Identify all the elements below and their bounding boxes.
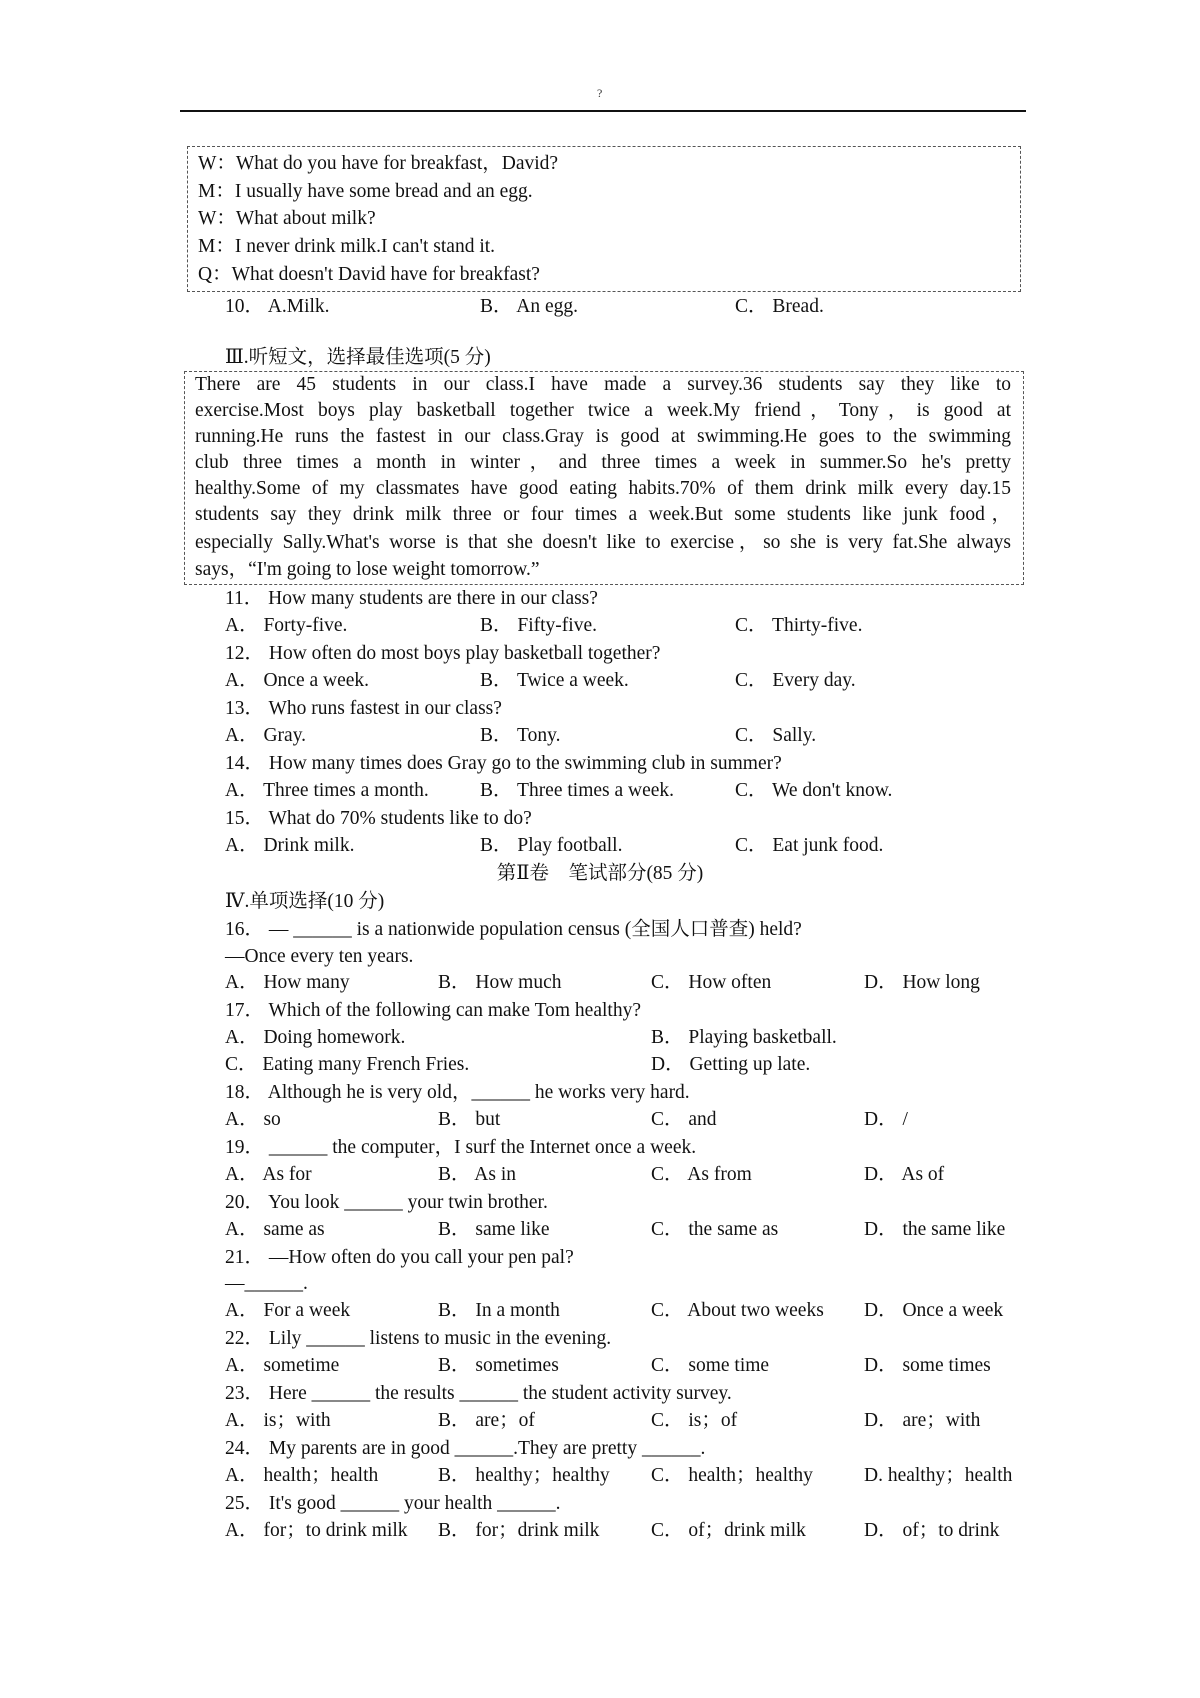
dialogue-line: M：I never drink milk.I can't stand it. [198, 236, 496, 257]
option: B． In a month [438, 1300, 560, 1321]
passage-line: healthy.Some of my classmates have good eating habits.70% of them drink milk every day.15 [195, 478, 1011, 499]
q10-option-a: 10． A.Milk. [225, 296, 330, 317]
option: A． Forty-five. [225, 615, 348, 636]
question-14: 14． How many times does Gray go to the swimming club in summer? [225, 753, 782, 774]
dialogue-line: W：What do you have for breakfast，David? [198, 153, 559, 174]
option: B． are；of [438, 1410, 535, 1431]
passage-line: running.He runs the fastest in our class.Gray is good at swimming.He goes to the swimming [195, 426, 1011, 447]
answer-line: —Once every ten years. [225, 946, 414, 967]
question-12: 12． How often do most boys play basketball together? [225, 643, 661, 664]
question-15: 15． What do 70% students like to do? [225, 808, 532, 829]
option: C． health；healthy [651, 1465, 813, 1486]
option: A． Once a week. [225, 670, 370, 691]
option: B． same like [438, 1219, 550, 1240]
dialogue-line: M：I usually have some bread and an egg. [198, 181, 533, 202]
option: A． health；health [225, 1465, 379, 1486]
option: A． How many [225, 972, 350, 993]
option: A． For a week [225, 1300, 351, 1321]
option: A． sometime [225, 1355, 340, 1376]
option: A． same as [225, 1219, 325, 1240]
option: D． are；with [864, 1410, 981, 1431]
question-17: 17． Which of the following can make Tom healthy? [225, 1000, 641, 1021]
option: C． the same as [651, 1219, 779, 1240]
option: C． As from [651, 1164, 752, 1185]
option: D． of；to drink [864, 1520, 1000, 1541]
dialogue-line: W：What about milk? [198, 208, 376, 229]
option: B． Tony. [480, 725, 561, 746]
section-4-title: Ⅳ.单项选择(10 分) [225, 891, 385, 912]
option: A． Gray. [225, 725, 307, 746]
passage-line: exercise.Most boys play basketball together twice a week.My friend，Tony，is good at [195, 400, 1011, 421]
question-25: 25． It's good ______ your health ______. [225, 1493, 561, 1514]
option: C． About two weeks [651, 1300, 824, 1321]
passage-line: There are 45 students in our class.I have made a survey.36 students say they like to [195, 374, 1011, 395]
option: D． the same like [864, 1219, 1006, 1240]
option: B． As in [438, 1164, 517, 1185]
q10-option-b: B． An egg. [480, 296, 579, 317]
option: A． Three times a month. [225, 780, 429, 801]
passage-line: especially Sally.What's worse is that she doesn't like to exercise，so she is very fat.She always [195, 532, 1011, 553]
option: B． Twice a week. [480, 670, 629, 691]
option: A． is；with [225, 1410, 331, 1431]
question-19: 19． ______ the computer，I surf the Internet once a week. [225, 1137, 697, 1158]
question-23: 23． Here ______ the results ______ the student activity survey. [225, 1383, 732, 1404]
option: C． Eating many French Fries. [225, 1054, 470, 1075]
q10-option-c: C． Bread. [735, 296, 824, 317]
option: C． Sally. [735, 725, 817, 746]
passage-line: club three times a month in winter，and three times a week in summer.So he's pretty [195, 452, 1011, 473]
answer-line: —______. [225, 1273, 308, 1294]
option: A． so [225, 1109, 281, 1130]
question-13: 13． Who runs fastest in our class? [225, 698, 502, 719]
option: C． Thirty-five. [735, 615, 863, 636]
option: B． healthy；healthy [438, 1465, 610, 1486]
option: B． Three times a week. [480, 780, 675, 801]
option: D． As of [864, 1164, 945, 1185]
option: C． some time [651, 1355, 770, 1376]
header-mark: ? [597, 86, 603, 100]
option: B． Fifty-five. [480, 615, 597, 636]
option: A． for；to drink milk [225, 1520, 408, 1541]
question-16: 16． — ______ is a nationwide population census (全国人口普查) held? [225, 919, 802, 940]
option: B． but [438, 1109, 501, 1130]
option: A． As for [225, 1164, 312, 1185]
option: B． Play football. [480, 835, 623, 856]
option: D． Getting up late. [651, 1054, 811, 1075]
option: C． Eat junk food. [735, 835, 884, 856]
option: B． Playing basketball. [651, 1027, 837, 1048]
option: C． is；of [651, 1410, 738, 1431]
question-22: 22． Lily ______ listens to music in the evening. [225, 1328, 612, 1349]
option: B． How much [438, 972, 562, 993]
option: C． We don't know. [735, 780, 893, 801]
question-20: 20． You look ______ your twin brother. [225, 1192, 548, 1213]
option: B． sometimes [438, 1355, 559, 1376]
dialogue-line: Q：What doesn't David have for breakfast? [198, 264, 540, 285]
option: D． How long [864, 972, 980, 993]
option: D． Once a week [864, 1300, 1004, 1321]
question-11: 11． How many students are there in our class? [225, 588, 598, 609]
passage-line: says，“I'm going to lose weight tomorrow.” [195, 559, 540, 580]
section-3-title: Ⅲ.听短文，选择最佳选项(5 分) [225, 347, 491, 368]
part-2-title: 第Ⅱ卷 笔试部分(85 分) [496, 863, 704, 884]
option: D. healthy；health [864, 1465, 1013, 1486]
question-24: 24． My parents are in good ______.They are pretty ______. [225, 1438, 706, 1459]
option: A． Doing homework. [225, 1027, 406, 1048]
option: B． for；drink milk [438, 1520, 600, 1541]
passage-line: students say they drink milk three or four times a week.But some students like junk food， [195, 504, 1011, 525]
option: A． Drink milk. [225, 835, 355, 856]
option: D． / [864, 1109, 908, 1130]
option: D． some times [864, 1355, 991, 1376]
question-18: 18． Although he is very old，______ he works very hard. [225, 1082, 690, 1103]
header-rule [180, 110, 1026, 112]
option: C． and [651, 1109, 717, 1130]
option: C． Every day. [735, 670, 856, 691]
option: C． How often [651, 972, 772, 993]
question-21: 21． —How often do you call your pen pal? [225, 1247, 574, 1268]
option: C． of；drink milk [651, 1520, 806, 1541]
